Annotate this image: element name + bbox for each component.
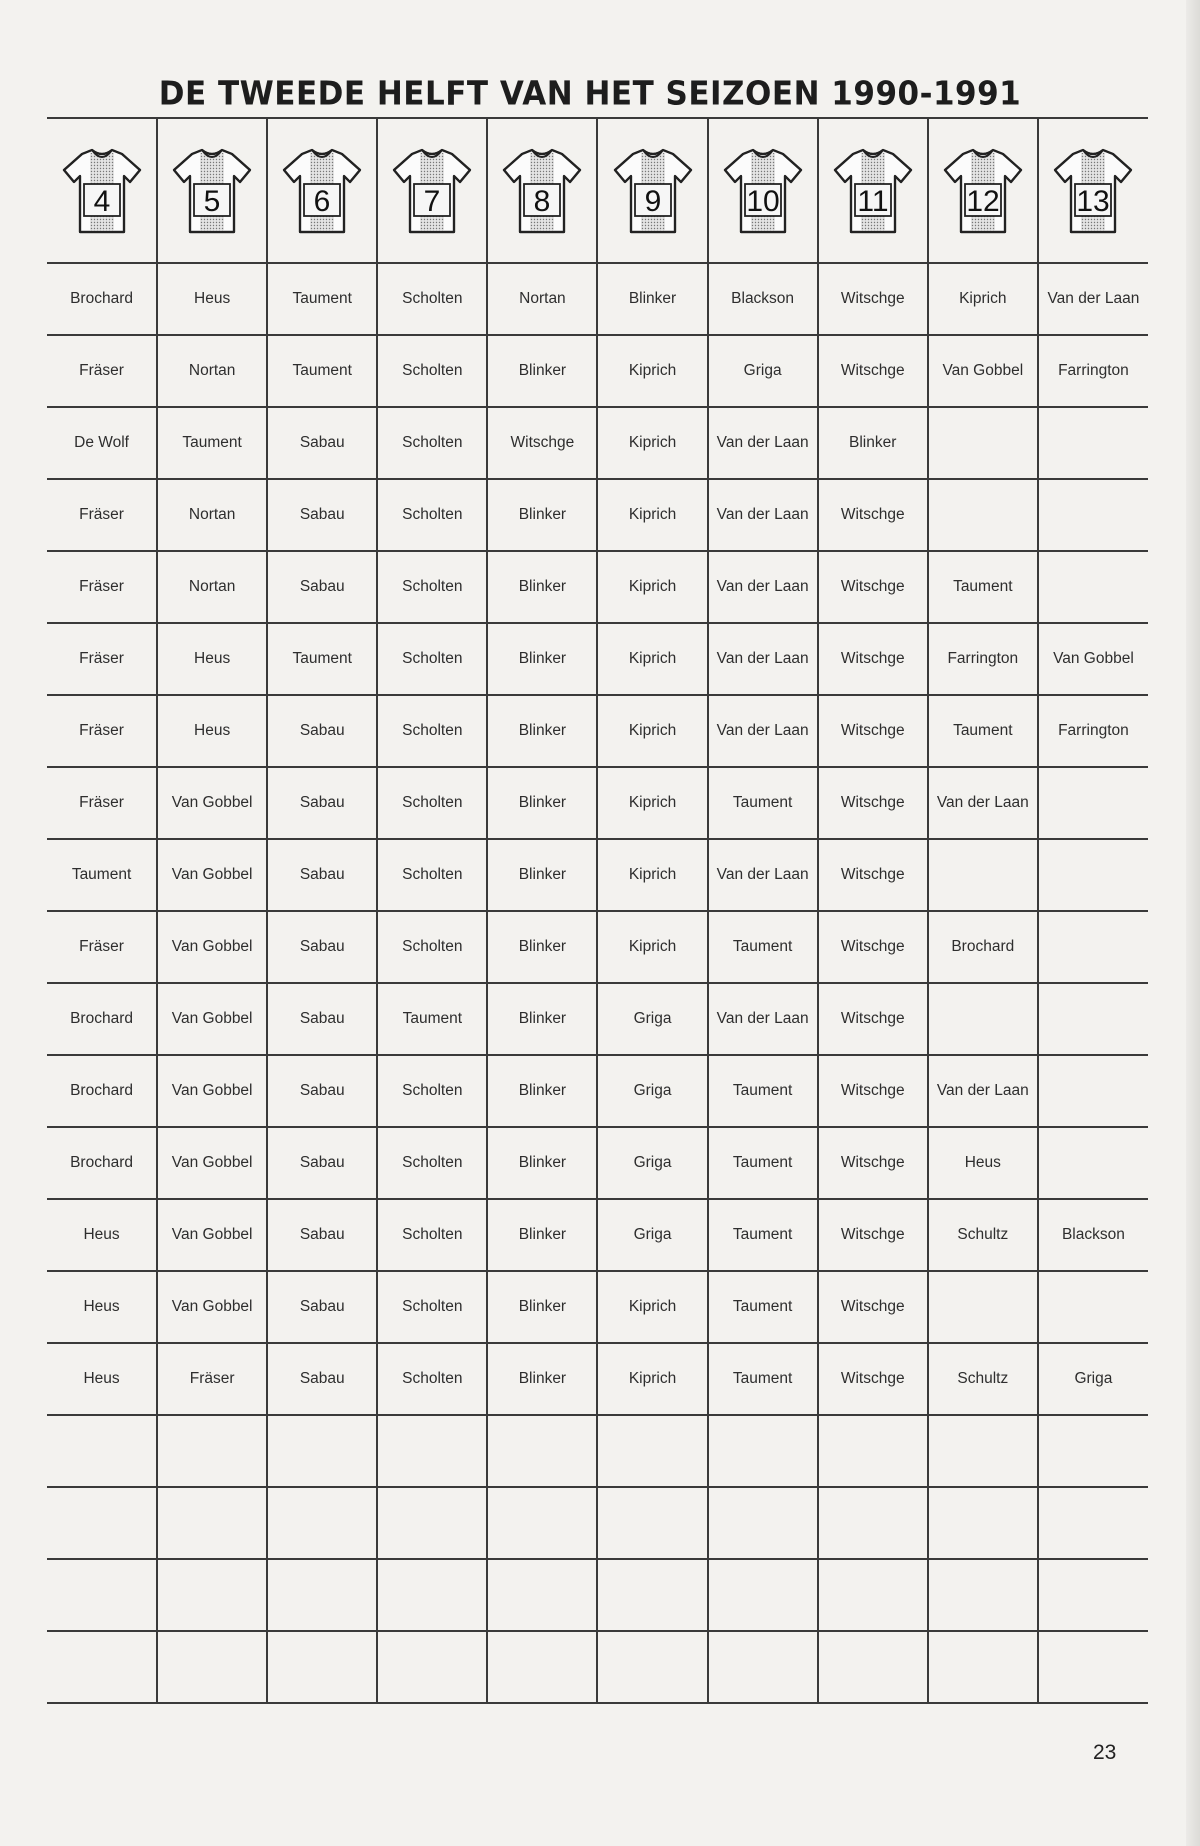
table-row bbox=[47, 479, 1148, 551]
player-cell bbox=[928, 407, 1038, 479]
player-cell bbox=[818, 1487, 928, 1559]
player-cell: Brochard bbox=[928, 911, 1038, 983]
player-cell: Sabau bbox=[267, 911, 377, 983]
player-cell bbox=[928, 1415, 1038, 1487]
page-edge bbox=[1186, 0, 1200, 1846]
player-cell bbox=[818, 1631, 928, 1703]
player-cell bbox=[708, 1487, 818, 1559]
player-cell: Sabau bbox=[267, 767, 377, 839]
table-row bbox=[47, 911, 1148, 983]
player-cell: Sabau bbox=[267, 407, 377, 479]
table-row bbox=[47, 551, 1148, 623]
table-row bbox=[47, 623, 1148, 695]
player-cell: Griga bbox=[597, 1127, 707, 1199]
player-cell: Witschge bbox=[818, 1343, 928, 1415]
player-cell bbox=[157, 1559, 267, 1631]
player-cell: Blackson bbox=[1038, 1199, 1148, 1271]
player-cell: Taument bbox=[708, 767, 818, 839]
player-cell: Blinker bbox=[487, 1271, 597, 1343]
table-row bbox=[47, 1271, 1148, 1343]
player-cell: Witschge bbox=[818, 695, 928, 767]
player-cell: Fräser bbox=[47, 551, 157, 623]
player-cell bbox=[47, 1487, 157, 1559]
player-cell: Schultz bbox=[928, 1343, 1038, 1415]
player-cell: Van Gobbel bbox=[157, 983, 267, 1055]
player-cell: Kiprich bbox=[597, 1343, 707, 1415]
player-cell: Witschge bbox=[818, 263, 928, 335]
player-cell: Scholten bbox=[377, 839, 487, 911]
player-cell bbox=[157, 1631, 267, 1703]
player-cell: Van Gobbel bbox=[928, 335, 1038, 407]
player-cell bbox=[597, 1487, 707, 1559]
shirt-icon bbox=[280, 146, 364, 236]
player-cell: Blinker bbox=[487, 1199, 597, 1271]
player-cell: Blinker bbox=[487, 983, 597, 1055]
player-cell: Scholten bbox=[377, 767, 487, 839]
player-cell: Taument bbox=[708, 1127, 818, 1199]
player-cell: Blinker bbox=[818, 407, 928, 479]
player-cell: Nortan bbox=[157, 335, 267, 407]
player-cell: Heus bbox=[928, 1127, 1038, 1199]
shirt-cell bbox=[377, 118, 487, 263]
player-cell bbox=[1038, 551, 1148, 623]
shirt-icon bbox=[831, 146, 915, 236]
player-cell: Scholten bbox=[377, 1055, 487, 1127]
player-cell: Witschge bbox=[818, 911, 928, 983]
shirt-number: 6 bbox=[313, 184, 331, 218]
player-cell: Fräser bbox=[47, 695, 157, 767]
player-cell: Van der Laan bbox=[708, 623, 818, 695]
shirt-number: 7 bbox=[423, 184, 441, 218]
page-number: 23 bbox=[1093, 1741, 1117, 1764]
player-cell bbox=[1038, 839, 1148, 911]
shirt-cell bbox=[928, 118, 1038, 263]
player-cell: Blinker bbox=[487, 335, 597, 407]
table-row bbox=[47, 839, 1148, 911]
player-cell: Heus bbox=[157, 263, 267, 335]
player-cell: Heus bbox=[47, 1199, 157, 1271]
player-cell: Scholten bbox=[377, 623, 487, 695]
player-cell: Brochard bbox=[47, 263, 157, 335]
player-cell: Witschge bbox=[818, 335, 928, 407]
player-cell: Van Gobbel bbox=[157, 767, 267, 839]
player-cell bbox=[597, 1559, 707, 1631]
player-cell: Sabau bbox=[267, 1199, 377, 1271]
player-cell: Taument bbox=[377, 983, 487, 1055]
player-cell: Van Gobbel bbox=[157, 1271, 267, 1343]
player-cell bbox=[157, 1487, 267, 1559]
player-cell bbox=[597, 1415, 707, 1487]
table-row bbox=[47, 263, 1148, 335]
player-cell bbox=[1038, 983, 1148, 1055]
player-cell: Blinker bbox=[487, 1343, 597, 1415]
player-cell: Taument bbox=[267, 335, 377, 407]
player-cell bbox=[818, 1559, 928, 1631]
shirt-cell bbox=[47, 118, 157, 263]
player-cell: Kiprich bbox=[597, 911, 707, 983]
shirt-icon bbox=[500, 146, 584, 236]
table-row bbox=[47, 1559, 1148, 1631]
player-cell: Taument bbox=[708, 1343, 818, 1415]
player-cell bbox=[1038, 1415, 1148, 1487]
player-cell: Sabau bbox=[267, 479, 377, 551]
shirt-number: 10 bbox=[745, 184, 780, 218]
player-cell: Griga bbox=[1038, 1343, 1148, 1415]
player-cell: Kiprich bbox=[597, 407, 707, 479]
player-cell: Heus bbox=[47, 1271, 157, 1343]
player-cell bbox=[487, 1559, 597, 1631]
player-cell: Kiprich bbox=[597, 551, 707, 623]
shirt-icon bbox=[1051, 146, 1135, 236]
player-cell: Griga bbox=[597, 983, 707, 1055]
player-cell: Brochard bbox=[47, 1055, 157, 1127]
shirt-icon bbox=[60, 146, 144, 236]
player-cell bbox=[597, 1631, 707, 1703]
player-cell: Sabau bbox=[267, 1055, 377, 1127]
player-cell bbox=[1038, 479, 1148, 551]
shirt-icon bbox=[721, 146, 805, 236]
player-cell bbox=[377, 1631, 487, 1703]
shirt-cell bbox=[157, 118, 267, 263]
player-cell: Griga bbox=[708, 335, 818, 407]
player-cell bbox=[377, 1559, 487, 1631]
player-cell: Scholten bbox=[377, 1199, 487, 1271]
player-cell: Witschge bbox=[818, 1271, 928, 1343]
shirt-cell bbox=[818, 118, 928, 263]
player-cell: Witschge bbox=[818, 551, 928, 623]
player-cell bbox=[1038, 1127, 1148, 1199]
player-cell bbox=[157, 1415, 267, 1487]
player-cell: Kiprich bbox=[597, 335, 707, 407]
player-cell: Scholten bbox=[377, 551, 487, 623]
player-cell: Blinker bbox=[487, 695, 597, 767]
lineup-table bbox=[47, 117, 1148, 1704]
player-cell bbox=[708, 1631, 818, 1703]
shirt-number: 11 bbox=[857, 184, 889, 218]
player-cell: Sabau bbox=[267, 551, 377, 623]
player-cell bbox=[928, 1631, 1038, 1703]
player-cell: Scholten bbox=[377, 1343, 487, 1415]
player-cell: Kiprich bbox=[597, 1271, 707, 1343]
player-cell: Taument bbox=[267, 263, 377, 335]
player-cell: Schultz bbox=[928, 1199, 1038, 1271]
player-cell: Fräser bbox=[157, 1343, 267, 1415]
player-cell: Blinker bbox=[487, 551, 597, 623]
shirt-cell bbox=[1038, 118, 1148, 263]
player-cell: Scholten bbox=[377, 479, 487, 551]
player-cell: Scholten bbox=[377, 407, 487, 479]
player-cell: Van der Laan bbox=[708, 983, 818, 1055]
player-cell: Witschge bbox=[818, 1055, 928, 1127]
player-cell: Blinker bbox=[597, 263, 707, 335]
player-cell: Taument bbox=[708, 911, 818, 983]
player-cell: Fräser bbox=[47, 767, 157, 839]
shirt-number: 4 bbox=[93, 184, 110, 218]
table-row bbox=[47, 1415, 1148, 1487]
player-cell bbox=[1038, 1559, 1148, 1631]
table-row bbox=[47, 767, 1148, 839]
player-cell: Fräser bbox=[47, 479, 157, 551]
player-cell: Van der Laan bbox=[928, 767, 1038, 839]
player-cell: Van der Laan bbox=[708, 839, 818, 911]
player-cell: Kiprich bbox=[928, 263, 1038, 335]
player-cell bbox=[928, 983, 1038, 1055]
player-cell: Heus bbox=[157, 623, 267, 695]
player-cell: Fräser bbox=[47, 623, 157, 695]
player-cell: De Wolf bbox=[47, 407, 157, 479]
player-cell: Witschge bbox=[487, 407, 597, 479]
player-cell bbox=[47, 1559, 157, 1631]
shirt-number: 12 bbox=[966, 184, 1000, 218]
player-cell: Kiprich bbox=[597, 839, 707, 911]
player-cell: Griga bbox=[597, 1199, 707, 1271]
player-cell: Farrington bbox=[928, 623, 1038, 695]
player-cell bbox=[928, 1559, 1038, 1631]
table-row bbox=[47, 1631, 1148, 1703]
player-cell: Taument bbox=[267, 623, 377, 695]
player-cell: Witschge bbox=[818, 839, 928, 911]
player-cell bbox=[1038, 911, 1148, 983]
player-cell: Sabau bbox=[267, 1343, 377, 1415]
table-row bbox=[47, 1199, 1148, 1271]
player-cell: Taument bbox=[708, 1199, 818, 1271]
player-cell: Nortan bbox=[157, 479, 267, 551]
player-cell: Sabau bbox=[267, 983, 377, 1055]
player-cell: Kiprich bbox=[597, 623, 707, 695]
player-cell: Blinker bbox=[487, 1127, 597, 1199]
player-cell: Van Gobbel bbox=[157, 1127, 267, 1199]
player-cell: Blinker bbox=[487, 479, 597, 551]
shirt-cell bbox=[597, 118, 707, 263]
player-cell: Van der Laan bbox=[928, 1055, 1038, 1127]
player-cell: Van der Laan bbox=[1038, 263, 1148, 335]
player-cell bbox=[1038, 1487, 1148, 1559]
player-cell: Sabau bbox=[267, 839, 377, 911]
player-cell: Witschge bbox=[818, 1127, 928, 1199]
player-cell: Farrington bbox=[1038, 335, 1148, 407]
player-cell: Scholten bbox=[377, 263, 487, 335]
player-cell: Heus bbox=[47, 1343, 157, 1415]
shirt-icon bbox=[390, 146, 474, 236]
player-cell: Blinker bbox=[487, 911, 597, 983]
player-cell bbox=[377, 1415, 487, 1487]
player-cell: Griga bbox=[597, 1055, 707, 1127]
player-cell: Brochard bbox=[47, 983, 157, 1055]
player-cell: Brochard bbox=[47, 1127, 157, 1199]
table-row bbox=[47, 407, 1148, 479]
player-cell: Sabau bbox=[267, 1271, 377, 1343]
shirt-icon bbox=[611, 146, 695, 236]
player-cell bbox=[1038, 767, 1148, 839]
player-cell bbox=[267, 1487, 377, 1559]
player-cell: Heus bbox=[157, 695, 267, 767]
player-cell: Kiprich bbox=[597, 695, 707, 767]
shirt-cell bbox=[487, 118, 597, 263]
player-cell: Scholten bbox=[377, 335, 487, 407]
player-cell: Nortan bbox=[487, 263, 597, 335]
player-cell: Van der Laan bbox=[708, 695, 818, 767]
shirt-number: 9 bbox=[644, 184, 661, 218]
shirt-icon bbox=[941, 146, 1025, 236]
player-cell: Scholten bbox=[377, 1127, 487, 1199]
player-cell: Van der Laan bbox=[708, 407, 818, 479]
player-cell: Farrington bbox=[1038, 695, 1148, 767]
table-row bbox=[47, 1127, 1148, 1199]
player-cell: Scholten bbox=[377, 911, 487, 983]
shirt-number: 8 bbox=[534, 184, 551, 218]
player-cell bbox=[1038, 407, 1148, 479]
player-cell bbox=[47, 1415, 157, 1487]
player-cell: Kiprich bbox=[597, 767, 707, 839]
player-cell: Taument bbox=[157, 407, 267, 479]
player-cell bbox=[267, 1415, 377, 1487]
player-cell bbox=[928, 1271, 1038, 1343]
player-cell bbox=[487, 1487, 597, 1559]
player-cell: Blinker bbox=[487, 1055, 597, 1127]
table-row bbox=[47, 335, 1148, 407]
player-cell: Sabau bbox=[267, 1127, 377, 1199]
player-cell bbox=[267, 1559, 377, 1631]
player-cell: Van der Laan bbox=[708, 479, 818, 551]
player-cell bbox=[267, 1631, 377, 1703]
table-row bbox=[47, 1487, 1148, 1559]
player-cell bbox=[1038, 1055, 1148, 1127]
page-title: DE TWEEDE HELFT VAN HET SEIZOEN 1990-1991 bbox=[158, 75, 1022, 113]
player-cell bbox=[377, 1487, 487, 1559]
player-cell: Taument bbox=[47, 839, 157, 911]
shirt-number: 13 bbox=[1076, 184, 1111, 218]
player-cell bbox=[47, 1631, 157, 1703]
player-cell bbox=[928, 479, 1038, 551]
player-cell bbox=[818, 1415, 928, 1487]
player-cell: Van Gobbel bbox=[157, 911, 267, 983]
player-cell: Kiprich bbox=[597, 479, 707, 551]
player-cell: Scholten bbox=[377, 695, 487, 767]
player-cell: Witschge bbox=[818, 623, 928, 695]
table-row bbox=[47, 1055, 1148, 1127]
player-cell: Blinker bbox=[487, 839, 597, 911]
player-cell: Taument bbox=[928, 551, 1038, 623]
table-row bbox=[47, 1343, 1148, 1415]
player-cell: Taument bbox=[928, 695, 1038, 767]
table-row bbox=[47, 695, 1148, 767]
player-cell: Van der Laan bbox=[708, 551, 818, 623]
player-cell: Taument bbox=[708, 1271, 818, 1343]
player-cell bbox=[1038, 1631, 1148, 1703]
player-cell: Witschge bbox=[818, 983, 928, 1055]
player-cell: Van Gobbel bbox=[157, 839, 267, 911]
player-cell: Witschge bbox=[818, 767, 928, 839]
table-row bbox=[47, 983, 1148, 1055]
player-cell: Blackson bbox=[708, 263, 818, 335]
player-cell: Blinker bbox=[487, 623, 597, 695]
shirt-cell bbox=[267, 118, 377, 263]
player-cell: Fräser bbox=[47, 911, 157, 983]
player-cell: Van Gobbel bbox=[157, 1055, 267, 1127]
player-cell bbox=[928, 1487, 1038, 1559]
player-cell: Van Gobbel bbox=[157, 1199, 267, 1271]
player-cell bbox=[487, 1631, 597, 1703]
player-cell: Blinker bbox=[487, 767, 597, 839]
player-cell: Sabau bbox=[267, 695, 377, 767]
shirt-icon bbox=[170, 146, 254, 236]
shirt-number: 5 bbox=[203, 184, 221, 218]
player-cell bbox=[1038, 1271, 1148, 1343]
player-cell: Witschge bbox=[818, 479, 928, 551]
player-cell: Taument bbox=[708, 1055, 818, 1127]
shirt-number-row bbox=[47, 118, 1148, 263]
player-cell: Scholten bbox=[377, 1271, 487, 1343]
player-cell: Van Gobbel bbox=[1038, 623, 1148, 695]
player-cell: Nortan bbox=[157, 551, 267, 623]
player-cell bbox=[708, 1415, 818, 1487]
player-cell bbox=[708, 1559, 818, 1631]
player-cell bbox=[487, 1415, 597, 1487]
player-cell: Fräser bbox=[47, 335, 157, 407]
player-cell: Witschge bbox=[818, 1199, 928, 1271]
shirt-cell bbox=[708, 118, 818, 263]
table-body bbox=[47, 118, 1148, 1703]
player-cell bbox=[928, 839, 1038, 911]
